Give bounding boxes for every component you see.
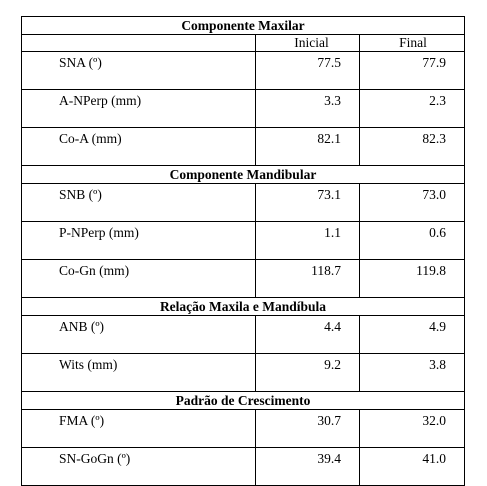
initial-value: 77.5 [256,52,360,90]
row-label: SNA (º) [22,52,256,90]
final-value: 73.0 [360,184,465,222]
column-header-row [22,35,465,52]
table-row [22,222,465,260]
cephalometric-table [21,16,465,486]
column-header-final: Final [360,35,465,52]
section-title: Componente Maxilar [22,17,465,35]
initial-value: 30.7 [256,410,360,448]
table-row [22,448,465,486]
row-label: Co-Gn (mm) [22,260,256,298]
final-value: 77.9 [360,52,465,90]
section-header-growth [22,392,465,410]
initial-value: 4.4 [256,316,360,354]
table-row [22,410,465,448]
row-label: P-NPerp (mm) [22,222,256,260]
section-title: Relação Maxila e Mandíbula [22,298,465,316]
initial-value: 82.1 [256,128,360,166]
initial-value: 118.7 [256,260,360,298]
table-row [22,90,465,128]
initial-value: 9.2 [256,354,360,392]
final-value: 119.8 [360,260,465,298]
final-value: 32.0 [360,410,465,448]
row-label: FMA (º) [22,410,256,448]
initial-value: 39.4 [256,448,360,486]
row-label: SNB (º) [22,184,256,222]
final-value: 41.0 [360,448,465,486]
section-header-mandibular [22,166,465,184]
row-label: Wits (mm) [22,354,256,392]
row-label: ANB (º) [22,316,256,354]
final-value: 0.6 [360,222,465,260]
section-header-maxillary [22,17,465,35]
row-label: A-NPerp (mm) [22,90,256,128]
final-value: 2.3 [360,90,465,128]
final-value: 3.8 [360,354,465,392]
table-row [22,316,465,354]
table-row [22,354,465,392]
table-row [22,128,465,166]
section-title: Padrão de Crescimento [22,392,465,410]
final-value: 82.3 [360,128,465,166]
table-row [22,184,465,222]
initial-value: 73.1 [256,184,360,222]
row-label: Co-A (mm) [22,128,256,166]
table-row [22,52,465,90]
initial-value: 1.1 [256,222,360,260]
final-value: 4.9 [360,316,465,354]
section-title: Componente Mandibular [22,166,465,184]
section-header-relation [22,298,465,316]
column-header-empty [22,35,256,52]
initial-value: 3.3 [256,90,360,128]
column-header-initial: Inicial [256,35,360,52]
table-row [22,260,465,298]
row-label: SN-GoGn (º) [22,448,256,486]
